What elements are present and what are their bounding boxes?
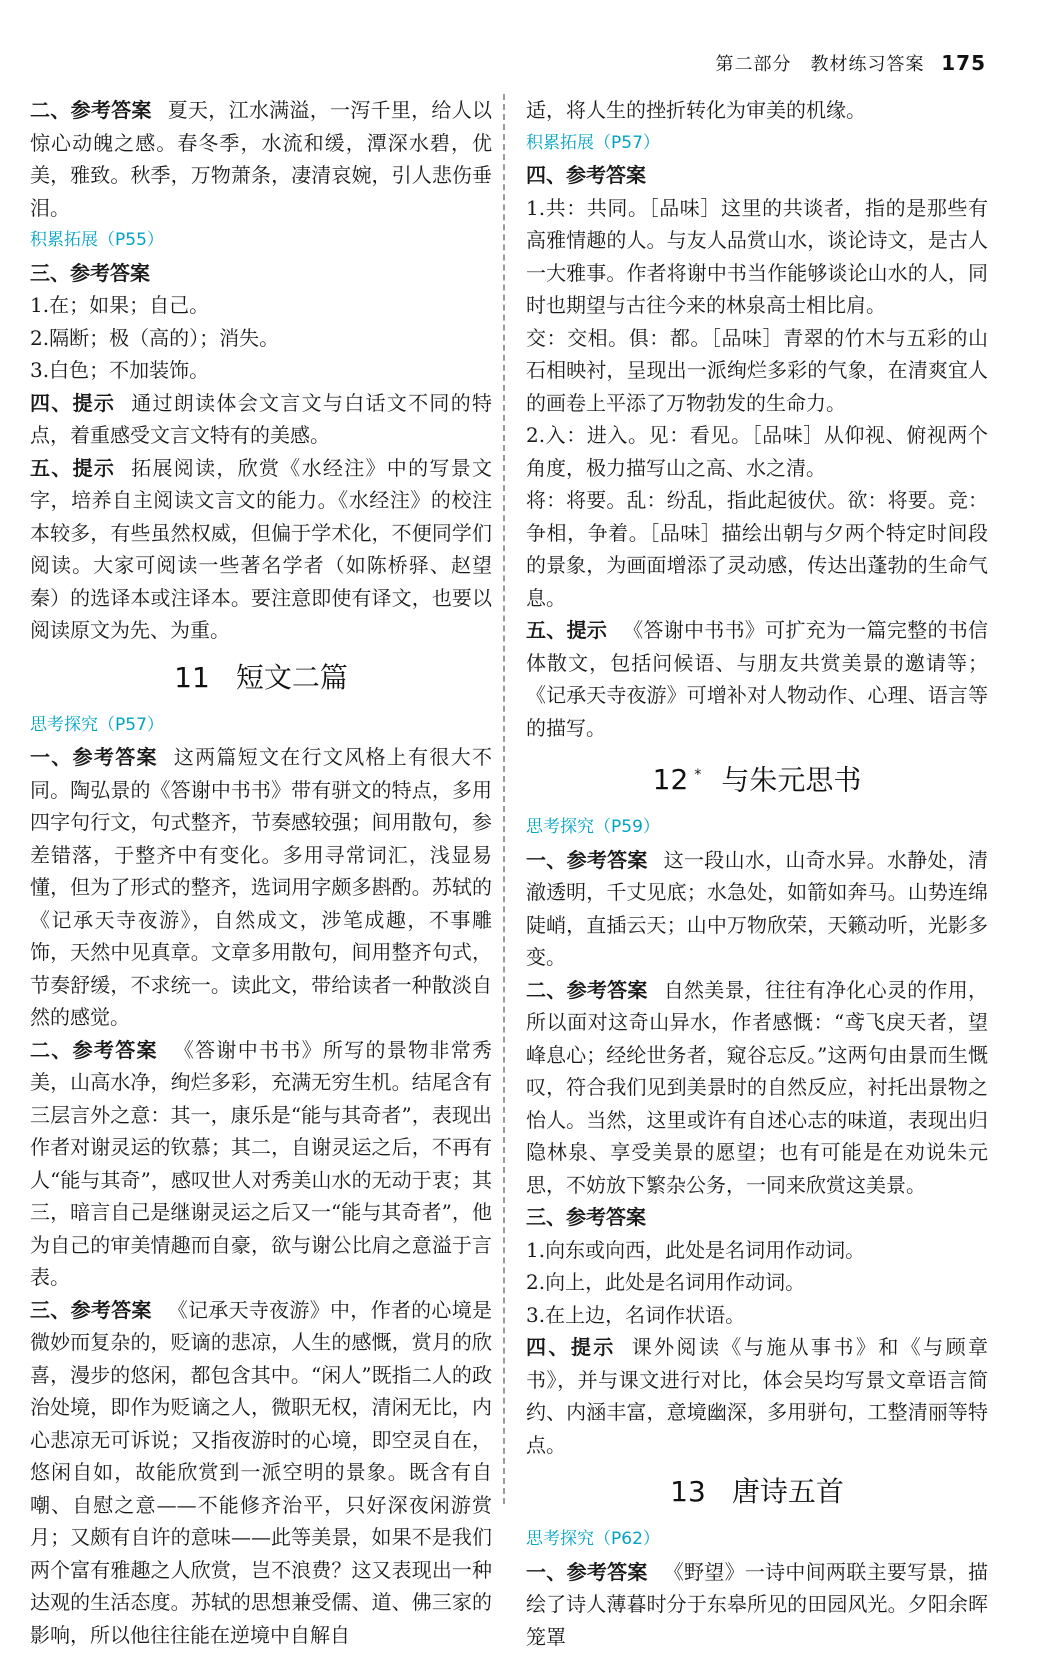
answer-text: 3.在上边，名词作状语。 bbox=[526, 1302, 746, 1327]
answer-text: 2.隔断；极（高的）；消失。 bbox=[30, 325, 280, 350]
lesson-title-block bbox=[30, 649, 492, 707]
answer-label: 三、参考答案 bbox=[30, 1297, 152, 1322]
header-title: 第二部分 教材练习答案 bbox=[715, 54, 925, 75]
answer-paragraph bbox=[526, 1299, 988, 1332]
answer-paragraph bbox=[30, 452, 492, 647]
answer-label: 五、提示 bbox=[30, 455, 116, 480]
left-column bbox=[30, 94, 492, 1651]
lesson-number: 13 bbox=[670, 1475, 706, 1509]
answer-text: 2.向上，此处是名词用作动词。 bbox=[526, 1270, 806, 1295]
lesson-number: 12 bbox=[652, 763, 689, 797]
answer-text: 《野望》一诗中间两联主要写景，描绘了诗人薄暮时分于东皋所见的田园风光。夕阳余晖笼罩 bbox=[526, 1559, 989, 1649]
lesson-title-block bbox=[526, 1463, 988, 1521]
answer-paragraph bbox=[30, 387, 492, 452]
answer-paragraph bbox=[526, 1201, 988, 1234]
answer-label: 一、参考答案 bbox=[526, 1559, 648, 1584]
answer-text: 《答谢中书书》可扩充为一篇完整的书信体散文，包括问候语、与朋友共赏美景的邀请等；《记承天寺夜游》可增补对人物动作、心理、语言等的描写。 bbox=[526, 618, 989, 740]
answer-text: 这一段山水，山奇水异。水静处，清澈透明，千丈见底；水急处，如箭如奔马。山势连绵陡峭，直插云天；山中万物欣荣，天籁动听，光影多变。 bbox=[526, 847, 989, 970]
answer-paragraph bbox=[526, 1331, 988, 1461]
answer-label: 五、提示 bbox=[526, 618, 608, 642]
answer-text: 这两篇短文在行文风格上有很大不同。陶弘景的《答谢中书书》带有骈文的特点，多用四字句行文，句式整齐，节奏感较强；间用散句，参差错落，于整齐中有变化。多用寻常词汇，浅显易懂，但为了形式的整齐，选词用字颇多斟酌。苏轼的《记承天寺夜游》，自然成文，涉笔成趣，不事雕饰，天然中见真章。文章多用散句，间用整齐句式，节奏舒缓，不求统一。读此文，带给读者一种散淡自然的感觉。 bbox=[30, 745, 493, 1029]
section-heading: 积累拓展（P57） bbox=[526, 132, 660, 153]
answer-paragraph bbox=[526, 974, 988, 1202]
answer-label: 三、参考答案 bbox=[526, 1205, 646, 1230]
section-heading: 思考探究（P59） bbox=[526, 817, 660, 838]
answer-label: 四、提示 bbox=[30, 390, 116, 415]
answer-text: 拓展阅读，欣赏《水经注》中的写景文字，培养自主阅读文言文的能力。《水经注》的校注本较多，有些虽然权威，但偏于学术化，不便同学们阅读。大家可阅读一些著名学者（如陈桥驿、赵望秦）的选译本或注译本。要注意即使有译文，也要以阅读原文为先、为重。 bbox=[30, 455, 493, 642]
answer-text: 适，将人生的挫折转化为审美的机缘。 bbox=[526, 98, 866, 122]
answer-paragraph bbox=[30, 741, 492, 1034]
column-divider bbox=[503, 94, 505, 1504]
answer-text: 1.向东或向西，此处是名词用作动词。 bbox=[526, 1237, 866, 1262]
answer-paragraph bbox=[30, 322, 492, 355]
answer-text: 1.在；如果；自己。 bbox=[30, 293, 210, 317]
answer-text: 自然美景，往往有净化心灵的作用，所以面对这奇山异水，作者感慨：“鸢飞戾天者，望峰息心；经纶世务者，窥谷忘反。”这两句由景而生慨叹，符合我们见到美景时的自然反应，衬托出景物之怡人。当然，这里或许有自述心志的味道，表现出归隐林泉、享受美景的愿望；也有可能是在劝说朱元思，不妨放下繁杂公务，一同来欣赏这美景。 bbox=[526, 977, 989, 1197]
page-number: 175 bbox=[941, 51, 986, 75]
answer-paragraph bbox=[526, 159, 988, 192]
lesson-title: 唐诗五首 bbox=[731, 1475, 844, 1509]
answer-paragraph bbox=[526, 1266, 988, 1299]
answer-label: 二、参考答案 bbox=[30, 98, 152, 122]
answer-text: 夏天，江水满溢，一泻千里，给人以惊心动魄之感。春冬季，水流和缓，潭深水碧，优美，雅致。秋季，万物萧条，凄清哀婉，引人悲伤垂泪。 bbox=[30, 98, 493, 220]
answer-text: 通过朗读体会文言文与白话文不同的特点，着重感受文言文特有的美感。 bbox=[30, 390, 493, 447]
answer-paragraph bbox=[30, 289, 492, 322]
answer-paragraph bbox=[30, 1294, 492, 1652]
lesson-title: 与朱元思书 bbox=[721, 763, 862, 797]
answer-text: 2.入：进入。见：看见。［品味］从仰视、俯视两个角度，极力描写山之高、水之清。 bbox=[526, 423, 988, 480]
answer-text: 课外阅读《与施从事书》和《与顾章书》，并与课文进行对比，体会吴均写景文章语言简约、内涵丰富，意境幽深，多用骈句，工整清丽等特点。 bbox=[526, 1335, 989, 1457]
section-heading: 思考探究（P62） bbox=[526, 1529, 660, 1550]
lesson-title-block bbox=[526, 746, 988, 809]
answer-paragraph bbox=[526, 192, 988, 322]
answer-paragraph bbox=[526, 94, 988, 127]
answer-label: 四、提示 bbox=[526, 1335, 616, 1360]
answer-paragraph bbox=[30, 1034, 492, 1294]
answer-label: 二、参考答案 bbox=[30, 1037, 158, 1062]
answer-text: 《答谢中书书》所写的景物非常秀美，山高水净，绚烂多彩，充满无穷生机。结尾含有三层言外之意：其一，康乐是“能与其奇者”，表现出作者对谢灵运的钦慕；其二，自谢灵运之后，不再有人“能与其奇”，感叹世人对秀美山水的无动于衷；其三，暗言自己是继谢灵运之后又一“能与其奇者”，他为自己的审美情趣而自豪，欲与谢公比肩之意溢于言表。 bbox=[30, 1037, 493, 1289]
answer-paragraph bbox=[30, 257, 492, 290]
right-column bbox=[526, 94, 988, 1653]
answer-paragraph bbox=[526, 322, 988, 420]
lesson-title: 短文二篇 bbox=[235, 660, 348, 694]
answer-paragraph bbox=[526, 484, 988, 614]
answer-paragraph bbox=[526, 614, 988, 744]
answer-paragraph bbox=[30, 354, 492, 387]
answer-paragraph bbox=[526, 419, 988, 484]
section-heading: 思考探究（P57） bbox=[30, 714, 164, 735]
answer-text: 1.共：共同。［品味］这里的共谈者，指的是那些有高雅情趣的人。与友人品赏山水，谈论诗文，是古人一大雅事。作者将谢中书当作能够谈论山水的人，同时也期望与古往今来的林泉高士相比肩。 bbox=[526, 195, 988, 317]
lesson-number: 11 bbox=[174, 660, 210, 694]
section-heading: 积累拓展（P55） bbox=[30, 230, 164, 250]
answer-label: 三、参考答案 bbox=[30, 260, 150, 285]
answer-paragraph bbox=[526, 1556, 988, 1653]
page-header bbox=[716, 50, 986, 76]
answer-paragraph bbox=[30, 94, 492, 224]
answer-paragraph bbox=[526, 844, 988, 974]
answer-label: 一、参考答案 bbox=[30, 745, 158, 769]
lesson-star: * bbox=[694, 767, 702, 783]
answer-text: 交：交相。俱：都。［品味］青翠的竹木与五彩的山石相映衬，呈现出一派绚烂多彩的气象，在清爽宜人的画卷上平添了万物勃发的生命力。 bbox=[526, 325, 988, 415]
answer-label: 二、参考答案 bbox=[526, 977, 648, 1002]
answer-text: 3.白色；不加装饰。 bbox=[30, 358, 210, 382]
answer-label: 一、参考答案 bbox=[526, 847, 648, 872]
answer-paragraph bbox=[526, 1234, 988, 1267]
answer-text: 《记承天寺夜游》中，作者的心境是微妙而复杂的，贬谪的悲凉，人生的感慨，赏月的欣喜，漫步的悠闲，都包含其中。“闲人”既指二人的政治处境，即作为贬谪之人，微职无权，清闲无比，内心悲凉无可诉说；又指夜游时的心境，即空灵自在，悠闲自如，故能欣赏到一派空明的景象。既含有自嘲、自慰之意——不能修齐治平，只好深夜闲游赏月；又颇有自许的意味——此等美景，如果不是我们两个富有雅趣之人欣赏，岂不浪费？这又表现出一种达观的生活态度。苏轼的思想兼受儒、道、佛三家的影响，所以他往往能在逆境中自解自 bbox=[30, 1297, 493, 1647]
answer-text: 将：将要。乱：纷乱，指此起彼伏。欲：将要。竞：争相，争着。［品味］描绘出朝与夕两个特定时间段的景象，为画面增添了灵动感，传达出蓬勃的生命气息。 bbox=[526, 488, 988, 610]
answer-label: 四、参考答案 bbox=[526, 163, 646, 187]
